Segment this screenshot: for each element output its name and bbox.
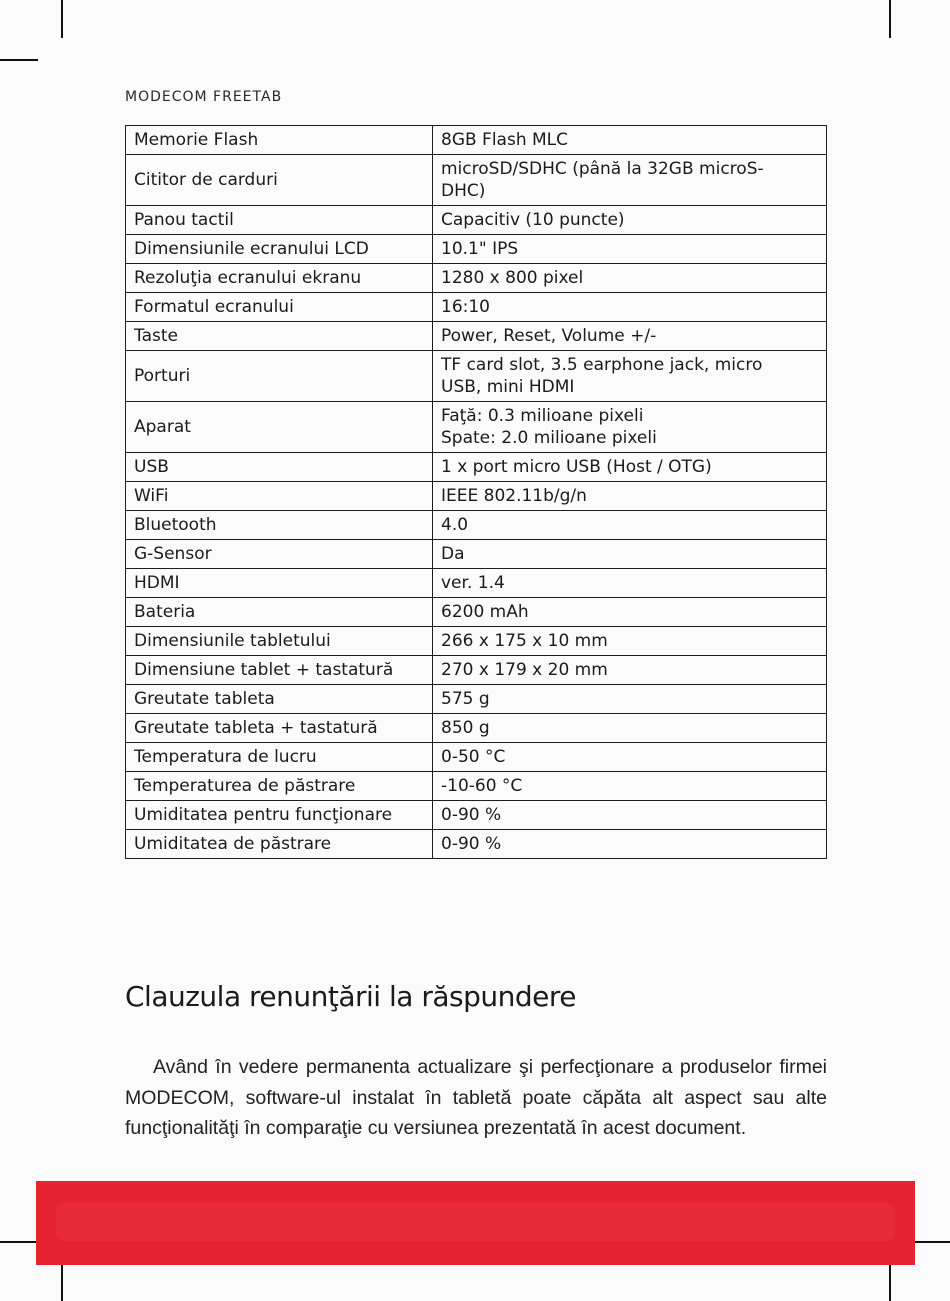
table-row xyxy=(126,511,827,540)
crop-mark-top-left-horizontal xyxy=(0,59,38,61)
spec-value xyxy=(433,322,827,351)
spec-label: Dimensiunile ecranului LCD xyxy=(126,235,433,264)
table-row xyxy=(126,126,827,155)
disclaimer-paragraph: Având în vedere permanenta actualizare şi perfecţionare a produselor firmei MODECOM, software-ul instalat în tabletă poate căpăta alt aspect sau alte funcţionalităţi în comparaţie cu versiunea prezentată în acest document. xyxy=(125,1056,827,1139)
spec-label: Panou tactil xyxy=(126,206,433,235)
crop-mark-bottom-left-horizontal xyxy=(0,1241,38,1243)
table-row xyxy=(126,264,827,293)
spec-value-line: 1280 x 800 pixel xyxy=(441,268,584,288)
spec-value xyxy=(433,264,827,293)
table-row xyxy=(126,772,827,801)
spec-label: Rezoluţia ecranului ekranu xyxy=(126,264,433,293)
spec-value-line: 6200 mAh xyxy=(441,602,529,622)
spec-label: USB xyxy=(126,453,433,482)
table-row xyxy=(126,598,827,627)
spec-value-line: 4.0 xyxy=(441,515,469,535)
spec-value xyxy=(433,685,827,714)
spec-value xyxy=(433,830,827,859)
table-row xyxy=(126,627,827,656)
table-row xyxy=(126,206,827,235)
crop-mark-bottom-right-horizontal xyxy=(912,1241,950,1243)
table-row xyxy=(126,569,827,598)
spec-value-line: Da xyxy=(441,544,465,564)
spec-value xyxy=(433,598,827,627)
table-row xyxy=(126,293,827,322)
spec-value xyxy=(433,801,827,830)
table-row xyxy=(126,685,827,714)
spec-label: Greutate tableta + tastatură xyxy=(126,714,433,743)
spec-label: Bateria xyxy=(126,598,433,627)
spec-label: Aparat xyxy=(126,402,433,453)
spec-value xyxy=(433,206,827,235)
spec-value xyxy=(433,656,827,685)
spec-value xyxy=(433,155,827,206)
spec-value xyxy=(433,402,827,453)
table-row xyxy=(126,482,827,511)
spec-label: Temperatura de lucru xyxy=(126,743,433,772)
spec-label: Formatul ecranului xyxy=(126,293,433,322)
spec-value xyxy=(433,235,827,264)
table-row xyxy=(126,351,827,402)
spec-label: WiFi xyxy=(126,482,433,511)
spec-label: Memorie Flash xyxy=(126,126,433,155)
spec-value xyxy=(433,126,827,155)
spec-value-line: TF card slot, 3.5 earphone jack, micro xyxy=(441,355,763,375)
table-row xyxy=(126,235,827,264)
spec-label: Dimensiune tablet + tastatură xyxy=(126,656,433,685)
crop-mark-top-right-vertical xyxy=(889,0,891,38)
spec-label: Greutate tableta xyxy=(126,685,433,714)
table-row xyxy=(126,402,827,453)
spec-value xyxy=(433,772,827,801)
spec-value-line: Power, Reset, Volume +/- xyxy=(441,326,657,346)
table-row xyxy=(126,540,827,569)
spec-value-line: 1 x port micro USB (Host / OTG) xyxy=(441,457,712,477)
spec-value-line: 16:10 xyxy=(441,297,490,317)
spec-value-line: -10-60 °C xyxy=(441,776,523,796)
spec-value xyxy=(433,714,827,743)
spec-label: G-Sensor xyxy=(126,540,433,569)
spec-label: Porturi xyxy=(126,351,433,402)
spec-value-line: 266 x 175 x 10 mm xyxy=(441,631,608,651)
spec-value xyxy=(433,627,827,656)
table-row xyxy=(126,453,827,482)
spec-label: Dimensiunile tabletului xyxy=(126,627,433,656)
spec-label: Taste xyxy=(126,322,433,351)
crop-mark-bottom-left-vertical xyxy=(61,1263,63,1301)
spec-value-line: 0-90 % xyxy=(441,805,502,825)
spec-label: Umiditatea pentru funcţionare xyxy=(126,801,433,830)
spec-value-line: IEEE 802.11b/g/n xyxy=(441,486,587,506)
spec-value xyxy=(433,453,827,482)
spec-label: Bluetooth xyxy=(126,511,433,540)
table-row xyxy=(126,830,827,859)
spec-value-line: Spate: 2.0 milioane pixeli xyxy=(441,428,657,448)
crop-mark-top-left-vertical xyxy=(61,0,63,38)
spec-value-line: ver. 1.4 xyxy=(441,573,505,593)
section-title: Clauzula renunţării la răspundere xyxy=(125,980,576,1013)
spec-value xyxy=(433,540,827,569)
spec-value xyxy=(433,511,827,540)
footer-band-inner xyxy=(56,1203,895,1241)
spec-value-line: 0-50 °C xyxy=(441,747,506,767)
spec-value xyxy=(433,482,827,511)
specifications-table xyxy=(125,125,827,859)
spec-value-line: Faţă: 0.3 milioane pixeli xyxy=(441,406,644,426)
spec-value xyxy=(433,351,827,402)
spec-value-line: DHC) xyxy=(441,181,486,201)
spec-label: HDMI xyxy=(126,569,433,598)
spec-value xyxy=(433,743,827,772)
table-row xyxy=(126,743,827,772)
spec-value xyxy=(433,569,827,598)
spec-value-line: microSD/SDHC (până la 32GB microS- xyxy=(441,159,764,179)
table-row xyxy=(126,656,827,685)
spec-label: Cititor de carduri xyxy=(126,155,433,206)
table-row xyxy=(126,801,827,830)
spec-value xyxy=(433,293,827,322)
spec-label: Temperaturea de păstrare xyxy=(126,772,433,801)
spec-value-line: 10.1" IPS xyxy=(441,239,519,259)
spec-value-line: 270 x 179 x 20 mm xyxy=(441,660,608,680)
table-row xyxy=(126,322,827,351)
crop-mark-bottom-right-vertical xyxy=(889,1263,891,1301)
footer-band xyxy=(36,1181,915,1265)
spec-value-line: USB, mini HDMI xyxy=(441,377,575,397)
spec-value-line: 0-90 % xyxy=(441,834,502,854)
spec-value-line: 850 g xyxy=(441,718,490,738)
spec-value-line: 8GB Flash MLC xyxy=(441,130,569,150)
running-header: MODECOM FREETAB xyxy=(125,89,283,105)
spec-value-line: Capacitiv (10 puncte) xyxy=(441,210,625,230)
spec-value-line: 575 g xyxy=(441,689,490,709)
table-row xyxy=(126,155,827,206)
table-row xyxy=(126,714,827,743)
spec-label: Umiditatea de păstrare xyxy=(126,830,433,859)
